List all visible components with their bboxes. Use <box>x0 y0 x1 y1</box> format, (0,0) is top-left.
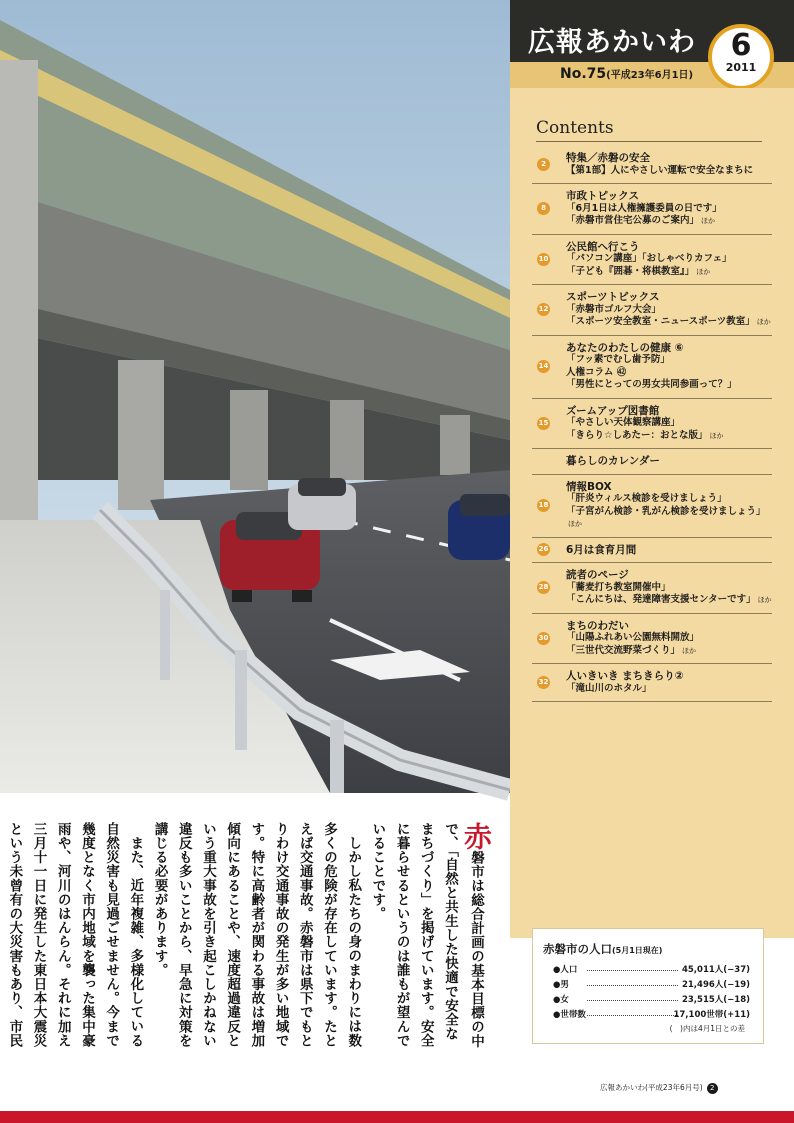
page-number-badge: 14 <box>537 360 550 373</box>
population-value: 21,496人(−19) <box>681 980 750 990</box>
toc-section-title: 市政トピックス <box>566 190 639 202</box>
contents-heading: Contents <box>536 118 614 138</box>
population-value: 17,100世帯(+11) <box>673 1010 750 1020</box>
toc-subtitle-text: 「フッ素でむし歯予防」 <box>566 354 670 365</box>
toc-subtitle-text: 「山陽ふれあい公園無料開放」 <box>566 632 700 643</box>
toc-entry <box>532 399 772 450</box>
article-text: 磐市は総合計画の基本目標の中で、「自然と共生した快適で安全なまちづくり」を掲げています。安全に暮らせるというのは誰もが望んでいることです。 <box>369 822 484 1049</box>
article-paragraph <box>365 822 493 1054</box>
toc-suffix: ほか <box>696 267 711 276</box>
page-number-badge: 8 <box>537 202 550 215</box>
toc-section-title: スポーツトピックス <box>566 291 660 303</box>
toc-subtitle-text: 「蕎麦打ち教室開催中」 <box>566 581 671 593</box>
toc-entry <box>532 184 772 235</box>
population-label: ●女 <box>553 995 569 1005</box>
toc-entry <box>532 538 772 564</box>
toc-suffix: ほか <box>568 520 582 528</box>
toc-subtitle <box>566 430 772 443</box>
toc-section-title: まちのわだい <box>566 619 629 632</box>
toc-subtitle <box>566 165 772 178</box>
toc-entry <box>532 336 772 399</box>
toc-entry <box>532 146 772 184</box>
toc-entry <box>532 285 772 336</box>
population-row-households <box>553 1008 758 1020</box>
toc-section-title: 情報BOX <box>566 480 612 493</box>
toc-subtitle <box>566 683 772 696</box>
toc-section-title: 6月は食育月間 <box>566 543 637 556</box>
toc-section-title: 公民館へ行こう <box>566 240 640 253</box>
page-number-badge: 12 <box>537 303 550 316</box>
toc-subtitle <box>566 266 772 279</box>
article-paragraph: しかし私たちの身のまわりには数多くの危険が存在しています。たとえば交通事故。赤磐市は県下でもとりわけ交通事故の発生が多い地域です。特に高齢者が関わる事故は増加傾向にあることや、速度超過違反という重大事故を引き起こしかねない違反も多いことから、早急に対策を講じる必要があります。 <box>151 822 362 1048</box>
month-number: 6 <box>730 28 752 63</box>
contents-divider <box>536 141 762 142</box>
toc-subtitle <box>566 316 772 329</box>
toc-subtitle <box>566 632 772 645</box>
table-of-contents <box>532 146 772 702</box>
page-footer <box>600 1082 718 1094</box>
page-number-badge: 32 <box>537 676 550 689</box>
page-number-badge: 15 <box>537 417 550 430</box>
toc-suffix: ほか <box>757 596 772 604</box>
cover-photo-elevated-highway <box>0 0 510 793</box>
toc-subtitle-text: 「スポーツ安全教室・ニュースポーツ教室」 <box>566 316 755 327</box>
population-label: ●世帯数 <box>553 1010 586 1020</box>
toc-subtitle-text: 「こんにちは、発達障害支援センターです」 <box>566 594 756 605</box>
toc-section-title: あなたのわたしの健康 ⑥ <box>566 341 684 354</box>
population-date: (5月1日現在) <box>612 946 663 955</box>
toc-subtitle-text: 「子宮がん検診・乳がん検診を受けましょう」 <box>566 505 766 517</box>
toc-section-title: ズームアップ図書館 <box>566 404 660 417</box>
toc-subtitle <box>566 354 772 367</box>
page-number-badge: 28 <box>537 581 550 594</box>
population-row-male <box>553 978 758 990</box>
toc-subtitle-text: 「赤磐市営住宅公募のご案内」 <box>566 215 700 226</box>
toc-subtitle <box>566 645 772 658</box>
month-year: 2011 <box>725 61 757 74</box>
leader-dots <box>587 985 678 986</box>
population-title <box>543 941 662 957</box>
sidebar <box>510 0 794 1123</box>
toc-subtitle-text: 「子ども『囲碁・将棋教室』」 <box>566 265 695 277</box>
drop-cap: 赤 <box>460 822 493 851</box>
toc-suffix: ほか <box>756 318 771 326</box>
toc-subtitle <box>566 304 772 317</box>
page-number-badge: 30 <box>537 632 550 645</box>
toc-entry <box>532 235 772 286</box>
toc-subtitle-text: 「やさしい天体観察講座」 <box>566 417 681 428</box>
toc-subtitle <box>566 506 772 531</box>
toc-section-title: 人いきいき まちきらり② <box>566 670 684 682</box>
toc-entry <box>532 475 772 538</box>
toc-subtitle-text: 「男性にとっての男女共同参画って？」 <box>566 379 737 390</box>
toc-entry <box>532 664 772 702</box>
toc-subtitle <box>566 417 772 430</box>
toc-entry <box>532 449 772 475</box>
leader-dots <box>587 1000 678 1001</box>
toc-subtitle-text: 「滝山川のホタル」 <box>566 682 652 694</box>
population-label: ●男 <box>553 980 569 990</box>
toc-subtitle-text: 「肝炎ウィルス検診を受けましょう」 <box>566 493 727 504</box>
toc-entry <box>532 563 772 614</box>
toc-subtitle-text: 「きらり☆しあたー：おとな版」 <box>566 429 708 441</box>
toc-subtitle <box>566 379 772 392</box>
toc-subtitle <box>566 215 772 228</box>
issue-number <box>560 66 693 82</box>
article-body <box>6 822 493 1054</box>
toc-subtitle-text: 【第1部】人にやさしい運転で安全なまちに <box>566 164 754 176</box>
page-number-badge: 18 <box>537 499 550 512</box>
footer-label: 広報あかいわ(平成23年6月号) <box>600 1083 703 1092</box>
page-number-badge: 10 <box>537 253 550 266</box>
population-box <box>532 928 764 1044</box>
leader-dots <box>587 1015 678 1016</box>
article-paragraph: また、近年複雑、多様化している自然災害も見過ごせません。今まで幾度となく市内地域を襲った集中豪雨や、河川のはんらん。それに加え三月十一日に発生した東日本大震災という未曾有の大災害もあり、市民 <box>6 822 144 1048</box>
issue-date: (平成23年6月1日) <box>606 70 694 81</box>
population-row-female <box>553 993 758 1005</box>
page-number-badge: 2 <box>537 158 550 171</box>
toc-subtitle <box>566 582 772 595</box>
population-value: 45,011人(−37) <box>681 965 750 975</box>
toc-subtitle <box>566 594 772 607</box>
toc-subtitle-text: 「パソコン講座」「おしゃべりカフェ」 <box>566 253 732 264</box>
toc-suffix: ほか <box>709 431 724 440</box>
toc-section-title: 特集／赤磐の安全 <box>566 152 650 164</box>
publication-title: 広報あかいわ <box>528 27 696 58</box>
page-number-badge: 2 <box>707 1083 718 1094</box>
population-note: ( )内は4月1日との差 <box>669 1024 745 1033</box>
toc-subtitle <box>566 367 772 380</box>
toc-subtitle-text: 人権コラム ㊷ <box>566 366 627 378</box>
toc-suffix: ほか <box>701 217 716 225</box>
toc-subtitle-text: 「赤磐市ゴルフ大会」 <box>566 303 662 315</box>
toc-subtitle <box>566 493 772 506</box>
toc-subtitle <box>566 253 772 266</box>
toc-section-title: 暮らしのカレンダー <box>566 455 660 467</box>
population-row-total <box>553 963 758 975</box>
issue-number-text: No.75 <box>560 66 607 82</box>
population-label: ●人口 <box>553 965 578 975</box>
population-title-text: 赤磐市の人口 <box>543 942 612 956</box>
toc-subtitle-text: 「三世代交流野菜づくり」 <box>566 644 681 656</box>
month-badge <box>708 24 774 90</box>
toc-subtitle <box>566 203 772 216</box>
population-value: 23,515人(−18) <box>681 995 750 1005</box>
bottom-accent-bar <box>0 1111 794 1123</box>
toc-subtitle-text: 「6月1日は人権擁護委員の日です」 <box>566 202 722 214</box>
page-number-badge: 26 <box>537 543 550 556</box>
toc-entry <box>532 614 772 665</box>
toc-suffix: ほか <box>682 646 697 655</box>
leader-dots <box>587 970 678 971</box>
toc-section-title: 読者のページ <box>566 569 629 581</box>
